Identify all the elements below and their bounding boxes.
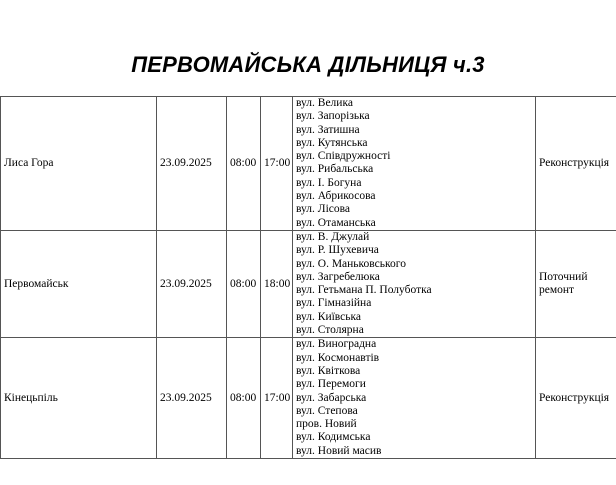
street-item: вул. Запорізька — [296, 110, 370, 123]
street-item: вул. Перемоги — [296, 378, 366, 391]
streets-cell — [293, 97, 536, 231]
street-item: вул. Рибальська — [296, 163, 374, 176]
streets-cell — [293, 338, 536, 459]
street-item: вул. Гімназійна — [296, 297, 372, 310]
settlement-cell: Первомайськ — [1, 230, 157, 337]
street-item: вул. О. Маньковського — [296, 257, 406, 270]
schedule-table — [0, 96, 616, 459]
street-item: вул. Степова — [296, 404, 358, 417]
streets-cell — [293, 230, 536, 337]
street-item: вул. Абрикосова — [296, 190, 376, 203]
street-item: вул. Виноградна — [296, 338, 377, 351]
street-item: вул. Забарська — [296, 391, 367, 404]
street-item: вул. Кодимська — [296, 431, 371, 444]
street-item: вул. Кутянська — [296, 136, 368, 149]
street-item: вул. Квіткова — [296, 364, 361, 377]
start-time-cell: 08:00 — [227, 230, 261, 337]
street-item: вул. Р. Шухевича — [296, 244, 379, 257]
date-cell: 23.09.2025 — [157, 338, 227, 459]
street-item: вул. Велика — [296, 97, 353, 109]
page-title: ПЕРВОМАЙСЬКА ДІЛЬНИЦЯ ч.3 — [131, 52, 485, 77]
street-item: вул. Отаманська — [296, 216, 376, 229]
end-time-cell: 17:00 — [261, 338, 293, 459]
street-item: вул. Новий масив — [296, 444, 382, 457]
end-time-cell: 17:00 — [261, 97, 293, 231]
street-item: вул. Столярна — [296, 324, 364, 337]
work-type-cell: Поточний ремонт — [536, 230, 616, 337]
street-item: вул. Космонавтів — [296, 351, 380, 364]
work-type-cell: Реконструкція — [536, 97, 616, 231]
street-item: вул. В. Джулай — [296, 230, 370, 243]
date-cell: 23.09.2025 — [157, 230, 227, 337]
table-row — [1, 230, 616, 337]
street-item: вул. Київська — [296, 310, 362, 323]
street-item: вул. Затишна — [296, 123, 360, 136]
start-time-cell: 08:00 — [227, 338, 261, 459]
settlement-cell: Кінецьпіль — [1, 338, 157, 459]
work-type-cell: Реконструкція — [536, 338, 616, 459]
table-row — [1, 97, 616, 231]
end-time-cell: 18:00 — [261, 230, 293, 337]
street-item: вул. Гетьмана П. Полуботка — [296, 284, 432, 297]
date-cell: 23.09.2025 — [157, 97, 227, 231]
settlement-cell: Лиса Гора — [1, 97, 157, 231]
street-item: вул. Загребелюка — [296, 270, 380, 283]
street-item: вул. Лісова — [296, 203, 351, 216]
street-item: пров. Новий — [296, 418, 357, 431]
street-item: вул. Співдружності — [296, 150, 391, 163]
table-row — [1, 338, 616, 459]
street-item: вул. І. Богуна — [296, 176, 362, 189]
start-time-cell: 08:00 — [227, 97, 261, 231]
